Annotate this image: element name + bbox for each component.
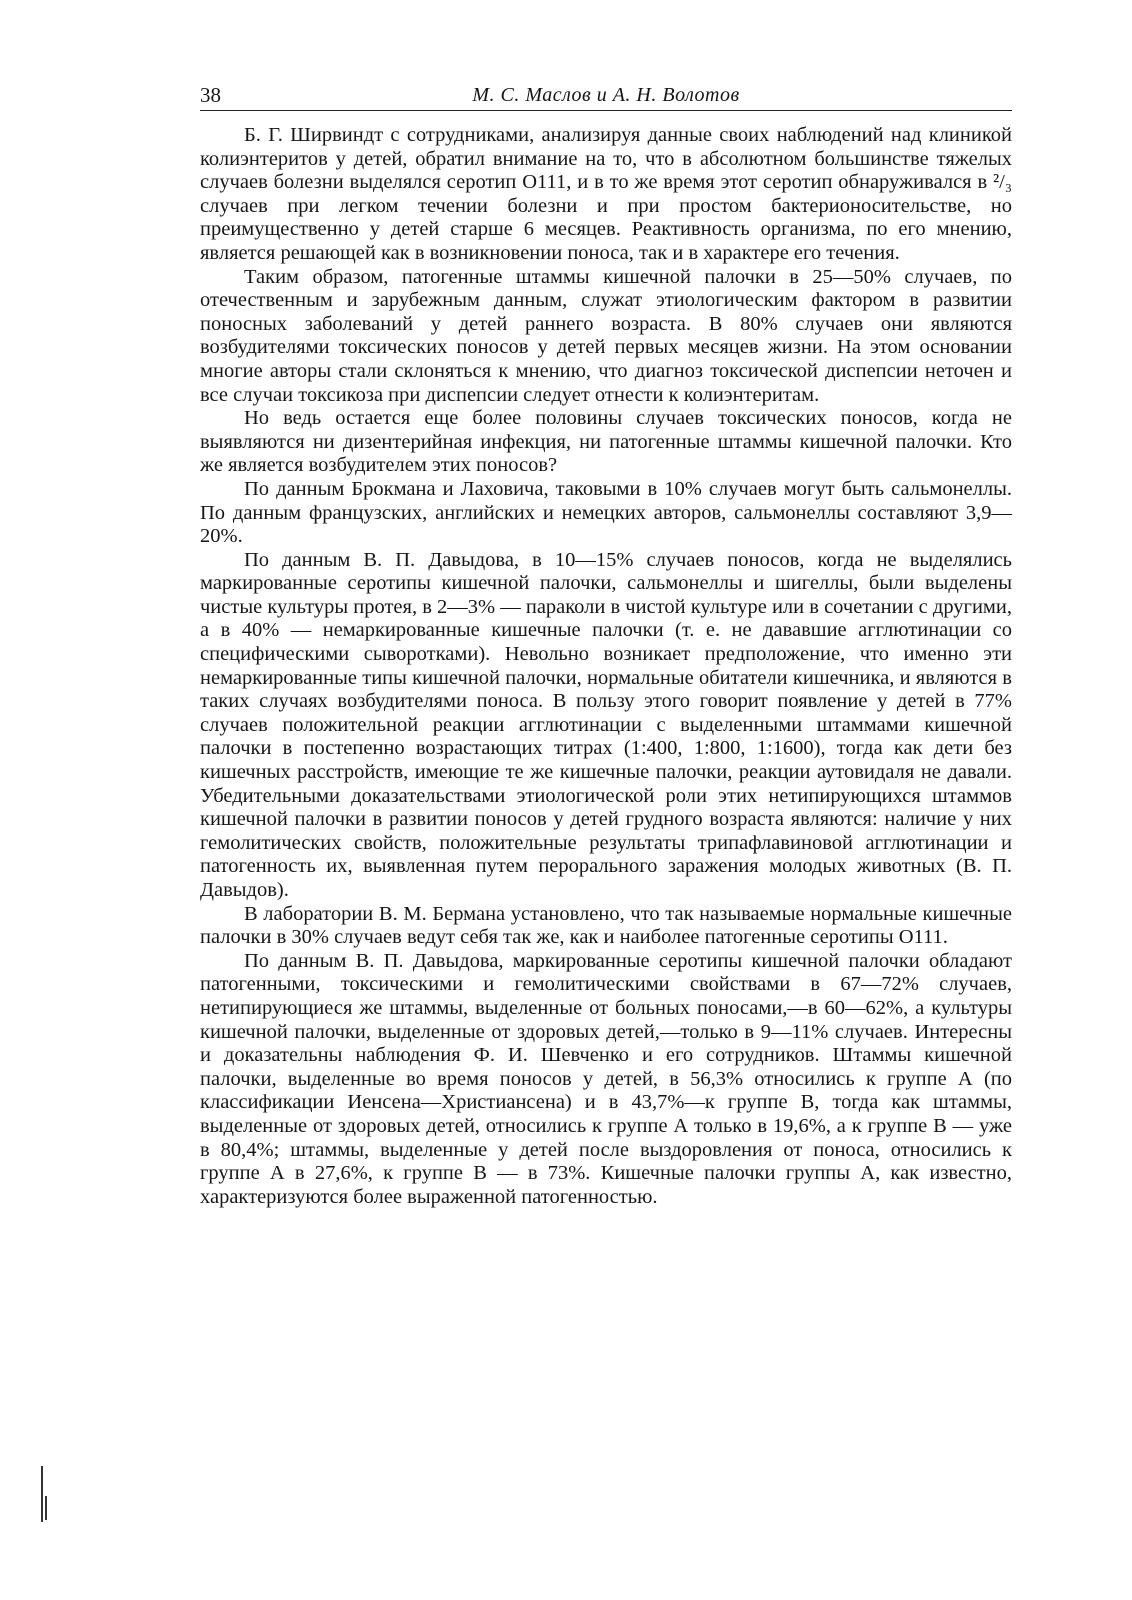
body-text [200,124,1012,1209]
paragraph: В лаборатории В. М. Бермана установлено, что так называемые нормальные кишечные палочки в 30% случаев ведут себя так же, как и наиболее патогенные серотипы О111. [200,902,1012,949]
paragraph: Таким образом, патогенные штаммы кишечной палочки в 25—50% случаев, по отечественным и зарубежным данным, служат этиологическим фактором в развитии поносных заболеваний у детей раннего возраста. В 80% случаев они являются возбудителями токсических поносов у детей первых месяцев жизни. На этом основании многие авторы стали склоняться к мнению, что диагноз токсической диспепсии неточен и все случаи токсикоза при диспепсии следует отнести к колиэнтеритам. [200,265,1012,406]
paragraph: Но ведь остается еще более половины случаев токсических поносов, когда не выявляются ни дизентерийная инфекция, ни патогенные штаммы кишечной палочки. Кто же является возбудителем этих поносов? [200,407,1012,477]
scan-line [41,1466,43,1522]
scan-margin-mark [40,1466,50,1522]
header-rule [200,110,1012,111]
paragraph: По данным В. П. Давыдова, маркированные серотипы кишечной палочки обладают патогенными, токсическими и гемолитическими свойствами в 67—72% случаев, нетипирующиеся же штаммы, выделенные от больных поносами,—в 60—62%, а культуры кишечной палочки, выделенные от здоровых детей,—только в 9—11% случаев. Интересны и доказательны наблюдения Ф. И. Шевченко и его сотрудников. Штаммы кишечной палочки, выделенные во время поносов у детей, в 56,3% относились к группе А (по классификации Иенсена—Христиансена) и в 43,7%—к группе В, тогда как штаммы, выделенные от здоровых детей, относились к группе А только в 19,6%, а к группе В — уже в 80,4%; штаммы, выделенные у детей после выздоровления от поноса, относились к группе А в 27,6%, к группе В — в 73%. Кишечные палочки группы А, как известно, характеризуются более выраженной патогенностью. [200,949,1012,1208]
page-number: 38 [200,83,221,107]
scan-line [45,1496,47,1520]
running-head [200,82,1012,108]
paragraph: Б. Г. Ширвиндт с сотрудниками, анализируя данные своих наблюдений над клиникой колиэнтеритов у детей, обратил внимание на то, что в абсолютном большинстве тяжелых случаев болезни выделялся серотип О111, и в то же время этот серотип обнаруживался в ²/₃ случаев при легком течении болезни и при простом бактерионосительстве, но преимущественно у детей старше 6 месяцев. Реактивность организма, по его мнению, является решающей как в возникновении поноса, так и в характере его течения. [200,124,1012,264]
running-title: М. С. Маслов и А. Н. Волотов [472,84,740,106]
paragraph: По данным Брокмана и Лаховича, таковыми в 10% случаев могут быть сальмонеллы. По данным французских, английских и немецких авторов, сальмонеллы составляют 3,9—20%. [200,477,1012,548]
paragraph: По данным В. П. Давыдова, в 10—15% случаев поносов, когда не выделялись маркированные серотипы кишечной палочки, сальмонеллы и шигеллы, были выделены чистые культуры протея, в 2—3% — параколи в чистой культуре или в сочетании с другими, а в 40% — немаркированные кишечные палочки (т. е. не дававшие агглютинации со специфическими сыворотками). Невольно возникает предположение, что именно эти немаркированные типы кишечной палочки, нормальные обитатели кишечника, и являются в таких случаях возбудителями поноса. В пользу этого говорит появление у детей в 77% случаев положительной реакции агглютинации с выделенными штаммами кишечной палочки в постепенно возрастающих титрах (1:400, 1:800, 1:1600), тогда как дети без кишечных расстройств, имеющие те же кишечные палочки, реакции аутовидаля не давали. Убедительными доказательствами этиологической роли этих нетипирующихся штаммов кишечной палочки в развитии поносов у детей грудного возраста являются: наличие у них гемолитических свойств, положительные результаты трипафлавиновой агглютинации и патогенность их, выявленная путем перорального заражения молодых животных (В. П. Давыдов). [200,548,1012,901]
